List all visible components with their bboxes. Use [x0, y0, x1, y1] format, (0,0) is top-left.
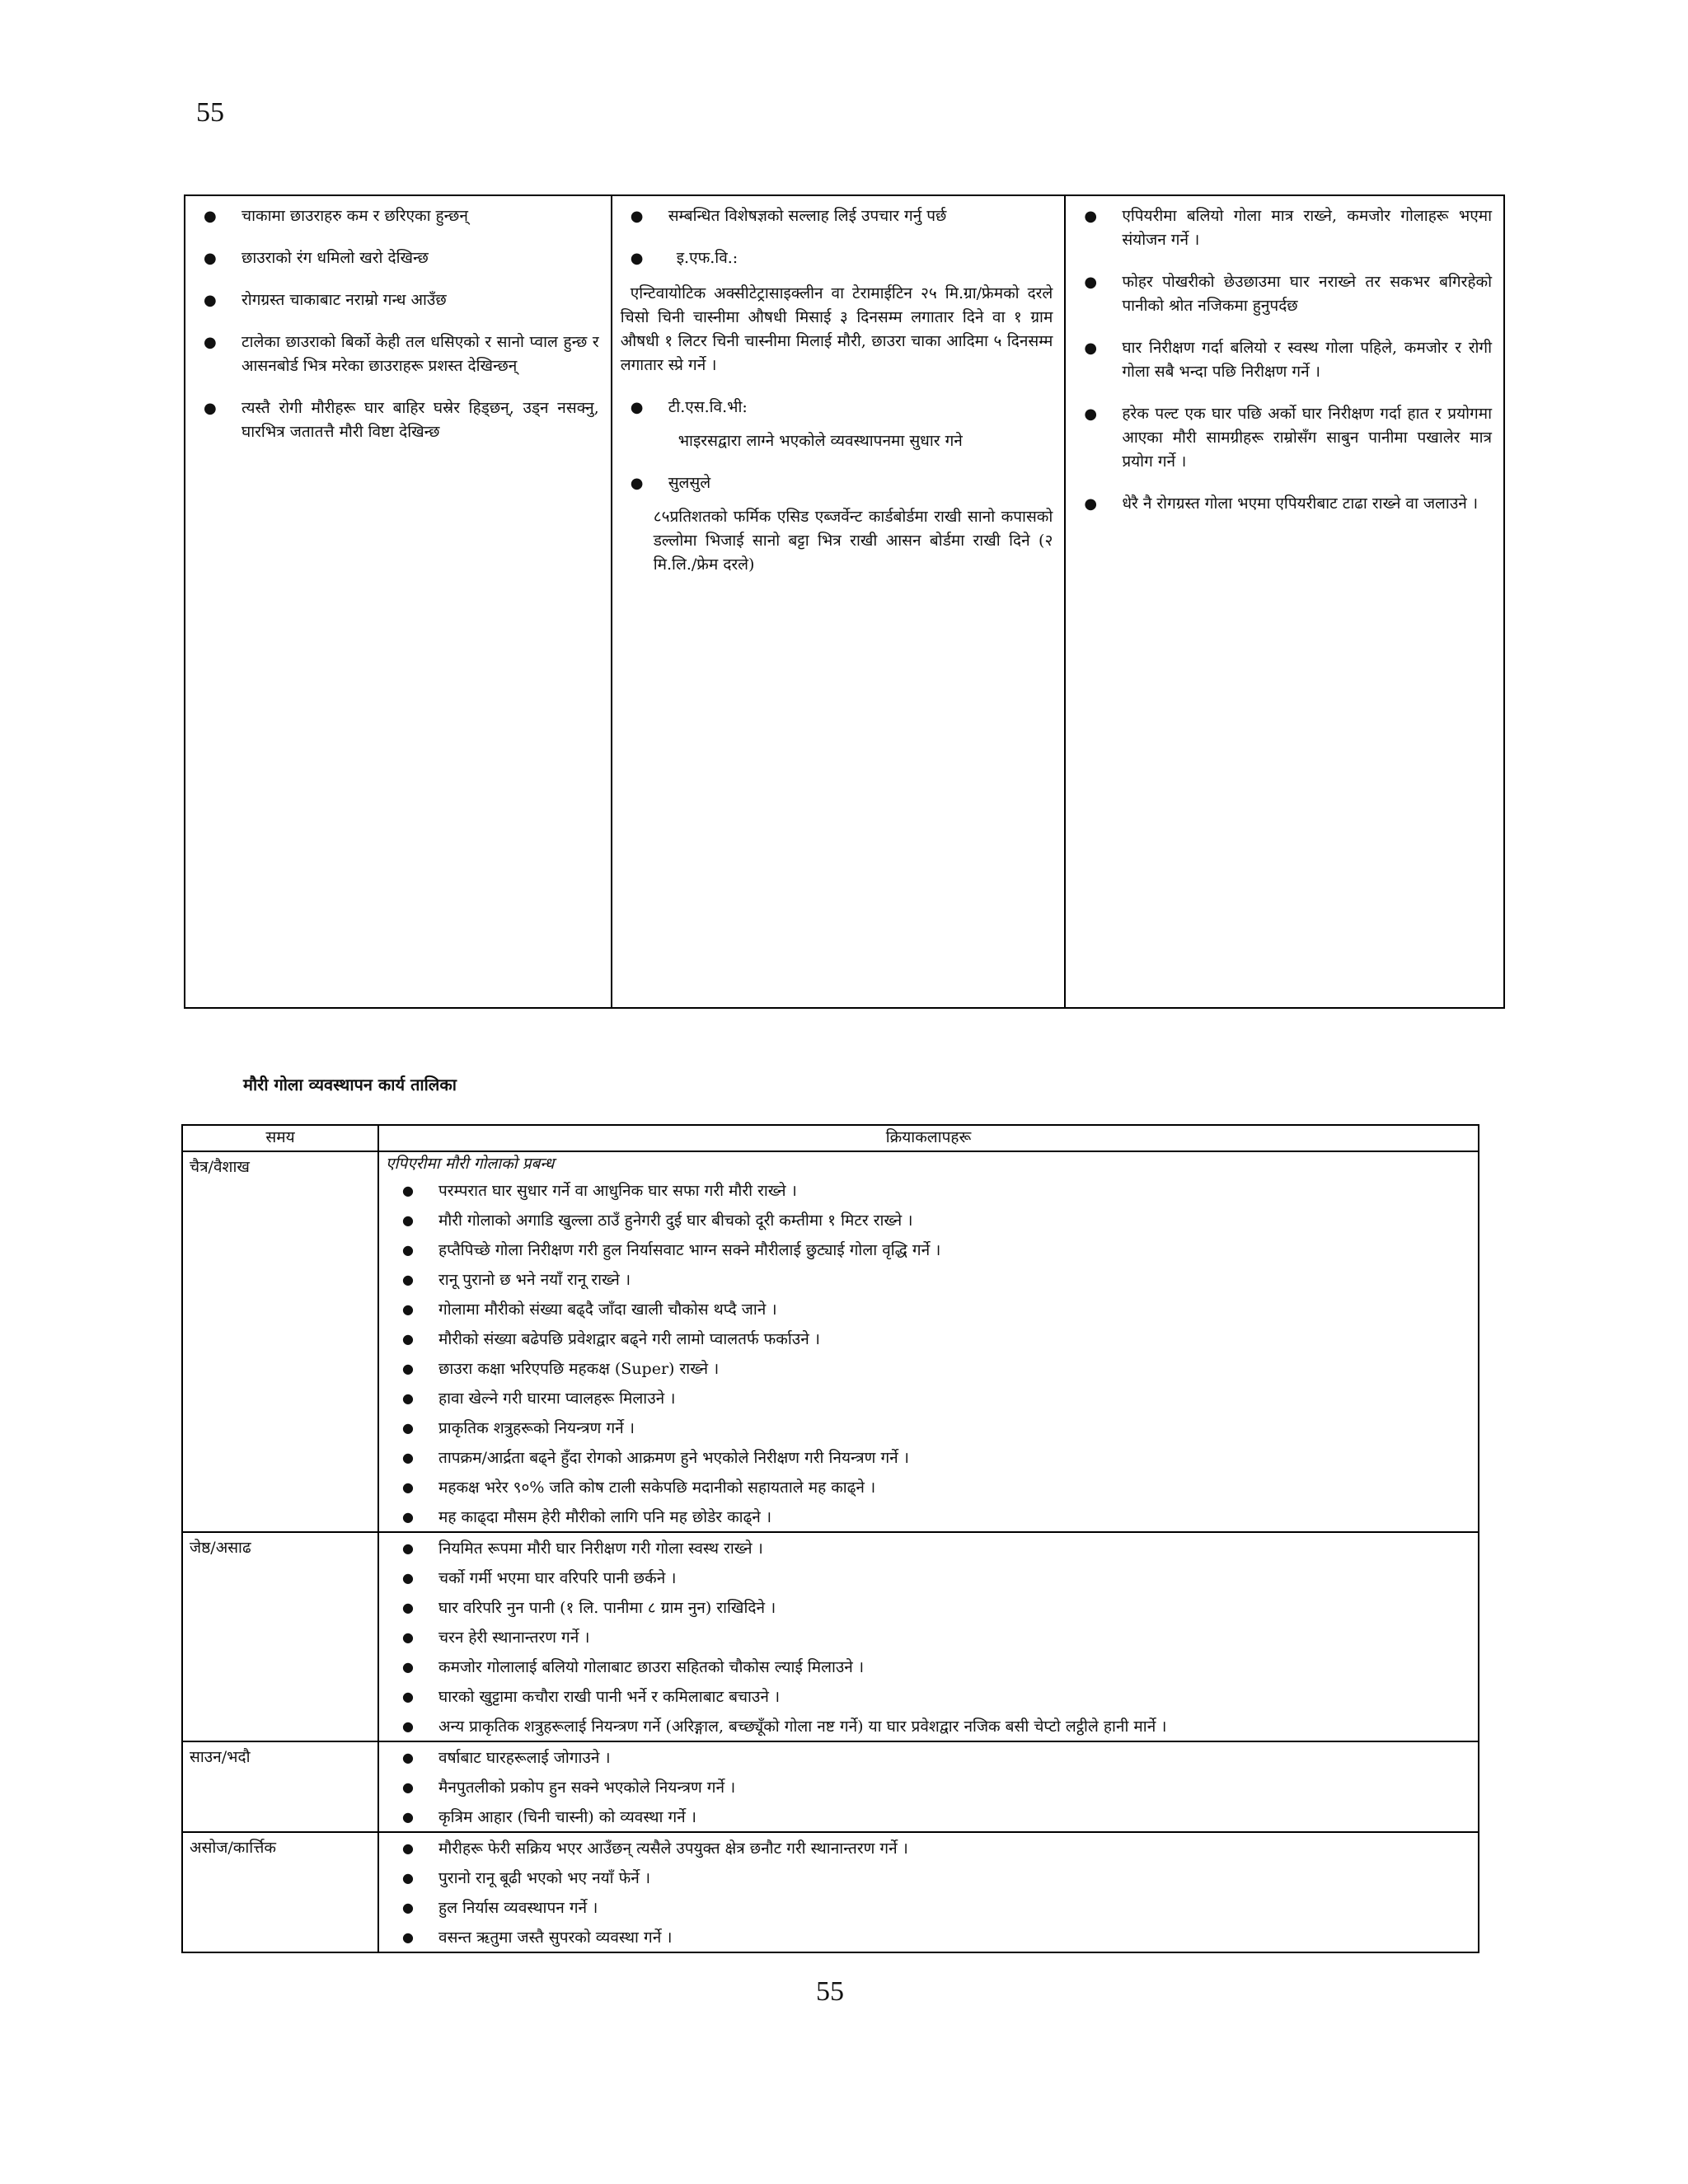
list-item: ● इ.एफ.वि.:	[630, 249, 738, 267]
activity-text: गोलामा मौरीको संख्या बढ्दै जाँदा खाली चौकोस थप्दै जाने ।	[438, 1301, 777, 1319]
list-item	[386, 1711, 1471, 1741]
page-number-bottom: 55	[816, 1976, 844, 2007]
list-item: ● रोगग्रस्त चाकाबाट नराम्रो गन्ध आउँछ	[204, 291, 447, 309]
list-item	[386, 1383, 1471, 1413]
list-item	[386, 1235, 1471, 1264]
list-item	[386, 1833, 1471, 1863]
disease-table	[184, 194, 1505, 1009]
header-activities: क्रियाकलापहरू	[378, 1125, 1479, 1151]
page-number-top: 55	[196, 97, 224, 128]
bullet-icon: ●	[402, 1182, 414, 1198]
list-item	[386, 1802, 1471, 1831]
activities-cell	[378, 1532, 1479, 1741]
activity-text: पुरानो रानू बूढी भएको भए नयाँ फेर्ने ।	[438, 1869, 651, 1887]
activity-text: प्राकृतिक शत्रुहरूको नियन्त्रण गर्ने ।	[438, 1419, 635, 1437]
table-row	[182, 1741, 1479, 1832]
list-item	[386, 1413, 1471, 1442]
list-item: ● छाउराको रंग धमिलो खरो देखिन्छ	[204, 249, 429, 267]
activities-cell	[378, 1151, 1479, 1532]
activity-text: घार वरिपरि नुन पानी (१ लि. पानीमा ८ ग्राम नुन) राखिदिने ।	[438, 1599, 776, 1617]
activity-text: हुल निर्यास व्यवस्थापन गर्ने ।	[438, 1899, 598, 1917]
bullet-icon: ●	[402, 1479, 414, 1495]
list-item	[386, 1442, 1471, 1472]
table-row	[182, 1532, 1479, 1741]
bullet-icon: ●	[402, 1688, 414, 1704]
list-item: ● टी.एस.वि.भी:	[630, 398, 748, 416]
list-item: ● चाकामा छाउराहरु कम र छरिएका हुन्छन्	[204, 207, 468, 225]
treatment-paragraph: एन्टिवायोटिक अक्सीटेट्रासाइक्लीन वा टेरामाईटिन २५ मि.ग्रा/फ्रेमको दरले चिसो चिनी चास्नीमा औषधी मिसाई ३ दिनसम्म लगातार दिने वा १ ग्राम औषधी १ लिटर चिनी चास्नीमा मिलाई मौरी, छाउरा चाका आदिमा ५ दिनसम्म लगातार स्प्रे गर्ने ।	[620, 284, 1053, 374]
list-item	[386, 1175, 1471, 1205]
list-item	[386, 1742, 1471, 1772]
activity-text: मैनपुतलीको प्रकोप हुन सक्ने भएकोले नियन्त्रण गर्ने ।	[438, 1779, 736, 1797]
activity-text: अन्य प्राकृतिक शत्रुहरूलाई नियन्त्रण गर्ने (अरिङ्गाल, बच्छ्यूँको गोला नष्ट गर्ने) या घार प्रवेशद्वार नजिक बसी चेप्टो लट्ठीले हानी मार्ने ।	[438, 1718, 1167, 1736]
bullet-icon: ●	[402, 1569, 414, 1586]
list-item	[386, 1592, 1471, 1622]
table-row	[182, 1151, 1479, 1532]
list-item	[386, 1205, 1471, 1235]
activity-text: हावा खेल्ने गरी घारमा प्वालहरू मिलाउने ।	[438, 1390, 676, 1408]
bullet-icon: ●	[402, 1749, 414, 1765]
section-title: मौरी गोला व्यवस्थापन कार्य तालिका	[243, 1075, 457, 1094]
bullet-icon: ●	[402, 1390, 414, 1406]
bullet-icon: ●	[402, 1508, 414, 1525]
list-item: ● धेरै नै रोगग्रस्त गोला भएमा एपियरीबाट टाढा राख्ने वा जलाउने ।	[1084, 494, 1479, 513]
activity-text: छाउरा कक्षा भरिएपछि महकक्ष (Super) राख्ने ।	[438, 1360, 720, 1378]
activities-cell	[378, 1832, 1479, 1952]
activity-text: मौरीको संख्या बढेपछि प्रवेशद्वार बढ्ने गरी लामो प्वालतर्फ फर्काउने ।	[438, 1330, 821, 1348]
list-item	[386, 1533, 1471, 1563]
list-item	[386, 1324, 1471, 1353]
activity-subtitle: एपिएरीमा मौरी गोलाको प्रबन्ध	[386, 1155, 555, 1173]
list-item	[386, 1652, 1471, 1681]
bullet-icon: ●	[402, 1301, 414, 1317]
bullet-icon: ●	[402, 1599, 414, 1615]
list-item	[386, 1681, 1471, 1711]
activity-text: कमजोर गोलालाई बलियो गोलाबाट छाउरा सहितको चौकोस ल्याई मिलाउने ।	[438, 1658, 865, 1676]
list-item	[386, 1892, 1471, 1922]
bullet-icon: ●	[402, 1718, 414, 1734]
bullet-icon: ●	[402, 1629, 414, 1645]
activity-text: रानू पुरानो छ भने नयाँ रानू राख्ने ।	[438, 1271, 631, 1289]
season-cell: साउन/भदौ	[182, 1741, 378, 1832]
bullet-icon: ●	[402, 1869, 414, 1886]
bullet-icon: ●	[402, 1330, 414, 1347]
activity-text: परम्परात घार सुधार गर्ने वा आधुनिक घार सफा गरी मौरी राख्ने ।	[438, 1182, 797, 1200]
activity-text: चर्को गर्मी भएमा घार वरिपरि पानी छर्कने ।	[438, 1569, 677, 1587]
list-item: ● सुलसुले	[630, 474, 711, 492]
bullet-icon: ●	[402, 1212, 414, 1228]
bullet-icon: ●	[402, 1449, 414, 1465]
activity-text: मौरीहरू फेरी सक्रिय भएर आउँछन् त्यसैले उपयुक्त क्षेत्र छनौट गरी स्थानान्तरण गर्ने ।	[438, 1840, 908, 1858]
season-cell: जेष्ठ/असाढ	[182, 1532, 378, 1741]
activity-text: महकक्ष भरेर ९०% जति कोष टाली सकेपछि मदानीको सहायताले मह काढ्ने ।	[438, 1479, 876, 1497]
list-item	[386, 1294, 1471, 1324]
bullet-icon: ●	[402, 1360, 414, 1376]
list-item	[386, 1563, 1471, 1592]
bullet-icon: ●	[402, 1840, 414, 1856]
list-item: ● सम्बन्धित विशेषज्ञको सल्लाह लिई उपचार गर्नु पर्छ	[630, 207, 947, 225]
activity-text: हप्तैपिच्छे गोला निरीक्षण गरी हुल निर्यासवाट भाग्न सक्ने मौरीलाई छुट्याई गोला वृद्धि गर्ने ।	[438, 1241, 941, 1259]
bullet-icon: ●	[402, 1419, 414, 1436]
bullet-icon: ●	[402, 1658, 414, 1675]
list-item: ● त्यस्तै रोगी मौरीहरू घार बाहिर घस्रेर हिड्छन्, उड्न नसक्नु, घारभित्र जतातत्तै मौरी विष्टा देखिन्छ	[204, 399, 599, 441]
list-item	[386, 1863, 1471, 1892]
bullet-icon: ●	[402, 1899, 414, 1915]
activity-text: मौरी गोलाको अगाडि खुल्ला ठाउँ हुनेगरी दुई घार बीचको दूरी कम्तीमा १ मिटर राख्ने ।	[438, 1212, 913, 1230]
list-item	[386, 1353, 1471, 1383]
season-cell: चैत्र/वैशाख	[182, 1151, 378, 1532]
list-item	[386, 1772, 1471, 1802]
activity-text: नियमित रूपमा मौरी घार निरीक्षण गरी गोला स्वस्थ राख्ने ।	[438, 1540, 763, 1558]
treatment-paragraph: भाइरसद्वारा लाग्ने भएकोले व्यवस्थापनमा सुधार गने	[678, 432, 963, 450]
season-cell: असोज/कार्त्तिक	[182, 1832, 378, 1952]
header-time: समय	[182, 1125, 378, 1151]
symptoms-column	[185, 196, 612, 1007]
list-item	[386, 1264, 1471, 1294]
bullet-icon: ●	[402, 1540, 414, 1556]
list-item: ● टालेका छाउराको बिर्को केही तल धसिएको र सानो प्वाल हुन्छ र आसनबोर्ड भित्र मरेका छाउराहरू प्रशस्त देखिन्छन्	[204, 333, 599, 375]
list-item: ● फोहर पोखरीको छेउछाउमा घार नराख्ने तर सकभर बगिरहेको पानीको श्रोत नजिकमा हुनुपर्दछ	[1084, 273, 1492, 315]
list-item: ● हरेक पल्ट एक घार पछि अर्को घार निरीक्षण गर्दा हात र प्रयोगमा आएका मौरी सामग्रीहरू राम्रोसँग साबुन पानीमा पखालेर मात्र प्रयोग गर्ने ।	[1084, 405, 1492, 471]
bullet-icon: ●	[402, 1808, 414, 1825]
bullet-icon: ●	[402, 1779, 414, 1795]
prevention-column	[1066, 196, 1503, 1007]
list-item	[386, 1502, 1471, 1531]
treatment-paragraph: ८५प्रतिशतको फर्मिक एसिड एब्जर्वेन्ट कार्डबोर्डमा राखी सानो कपासको डल्लोमा भिजाई सानो बट्टा भित्र राखी आसन बोर्डमा राखी दिने (२ मि.लि./फ्रेम दरले)	[653, 508, 1053, 574]
activity-text: कृत्रिम आहार (चिनी चास्नी) को व्यवस्था गर्ने ।	[438, 1808, 696, 1826]
table-row	[182, 1832, 1479, 1952]
activity-text: वर्षाबाट घारहरूलाई जोगाउने ।	[438, 1749, 611, 1767]
list-item	[386, 1622, 1471, 1652]
bullet-icon: ●	[402, 1241, 414, 1258]
list-item	[386, 1472, 1471, 1502]
bullet-icon: ●	[402, 1271, 414, 1287]
activities-cell	[378, 1741, 1479, 1832]
activity-text: वसन्त ऋतुमा जस्तै सुपरको व्यवस्था गर्ने ।	[438, 1929, 673, 1947]
table-header-row	[182, 1125, 1479, 1151]
activity-text: चरन हेरी स्थानान्तरण गर्ने ।	[438, 1629, 590, 1647]
activity-text: तापक्रम/आर्द्रता बढ्ने हुँदा रोगको आक्रमण हुने भएकोले निरीक्षण गरी नियन्त्रण गर्ने ।	[438, 1449, 909, 1467]
list-item: ● घार निरीक्षण गर्दा बलियो र स्वस्थ गोला पहिले, कमजोर र रोगी गोला सबै भन्दा पछि निरीक्षण गर्ने ।	[1084, 339, 1492, 381]
list-item	[386, 1922, 1471, 1952]
treatment-column	[612, 196, 1067, 1007]
activity-text: मह काढ्दा मौसम हेरी मौरीको लागि पनि मह छोडेर काढ्ने ।	[438, 1508, 772, 1526]
activity-text: घारको खुट्टामा कचौरा राखी पानी भर्ने र कमिलाबाट बचाउने ।	[438, 1688, 781, 1706]
list-item: ● एपियरीमा बलियो गोला मात्र राख्ने, कमजोर गोलाहरू भएमा संयोजन गर्ने ।	[1084, 207, 1492, 249]
bullet-icon: ●	[402, 1929, 414, 1945]
schedule-table	[181, 1124, 1479, 1953]
